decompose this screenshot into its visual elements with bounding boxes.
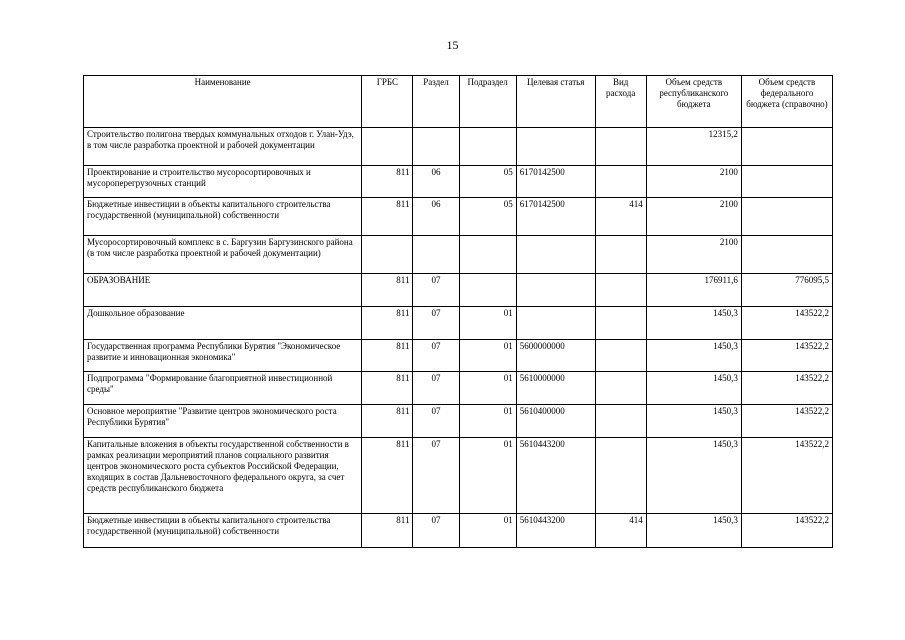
cell-grbs: 811	[362, 405, 413, 438]
cell-target: 5610000000	[516, 372, 595, 405]
cell-razdel: 07	[413, 274, 459, 307]
cell-grbs: 811	[362, 514, 413, 548]
table-row	[84, 274, 833, 307]
cell-fed	[741, 236, 832, 274]
cell-razdel	[413, 236, 459, 274]
cell-grbs: 811	[362, 198, 413, 236]
cell-podrazdel: 01	[459, 340, 516, 372]
cell-razdel: 07	[413, 514, 459, 548]
cell-rep: 1450,3	[646, 514, 741, 548]
cell-target	[516, 307, 595, 340]
cell-fed: 143522,2	[741, 372, 832, 405]
table-row	[84, 166, 833, 198]
cell-rep: 1450,3	[646, 340, 741, 372]
header-razdel: Раздел	[413, 76, 459, 128]
cell-name: Мусоросортировочный комплекс в с. Баргузин Баргузинского района (в том числе разработка проектной и рабочей документации)	[84, 236, 362, 274]
header-rep: Объем средств республиканского бюджета	[646, 76, 741, 128]
header-vid: Вид расхода	[595, 76, 646, 128]
cell-grbs: 811	[362, 274, 413, 307]
cell-fed: 143522,2	[741, 340, 832, 372]
cell-fed	[741, 166, 832, 198]
cell-razdel: 07	[413, 405, 459, 438]
table-row	[84, 405, 833, 438]
cell-razdel: 07	[413, 307, 459, 340]
cell-name: Подпрограмма "Формирование благоприятной инвестиционной среды"	[84, 372, 362, 405]
cell-target: 5610443200	[516, 438, 595, 514]
header-podrazdel: Подраздел	[459, 76, 516, 128]
header-fed: Объем средств федерального бюджета (справочно)	[741, 76, 832, 128]
cell-razdel: 07	[413, 372, 459, 405]
cell-name: Строительство полигона твердых коммунальных отходов г. Улан-Удэ, в том числе разработка проектной и рабочей документации	[84, 128, 362, 166]
cell-target: 6170142500	[516, 198, 595, 236]
cell-podrazdel: 01	[459, 405, 516, 438]
cell-vid	[595, 405, 646, 438]
cell-name: Капитальные вложения в объекты государственной собственности в рамках реализации мероприятий планов социального развития центров экономического роста субъектов Российской Федерации, входящих в состав Дальневосточного федерального округа, за счет средств республиканского бюджета	[84, 438, 362, 514]
cell-rep: 1450,3	[646, 438, 741, 514]
cell-name: Дошкольное образование	[84, 307, 362, 340]
cell-vid	[595, 128, 646, 166]
table-row	[84, 514, 833, 548]
cell-grbs: 811	[362, 340, 413, 372]
cell-fed	[741, 198, 832, 236]
cell-fed: 143522,2	[741, 514, 832, 548]
table-row	[84, 340, 833, 372]
cell-vid	[595, 236, 646, 274]
cell-name: ОБРАЗОВАНИЕ	[84, 274, 362, 307]
cell-razdel: 07	[413, 438, 459, 514]
cell-rep: 2100	[646, 198, 741, 236]
cell-vid	[595, 340, 646, 372]
cell-vid: 414	[595, 514, 646, 548]
table-row	[84, 307, 833, 340]
cell-target	[516, 274, 595, 307]
cell-podrazdel	[459, 236, 516, 274]
cell-fed: 776095,5	[741, 274, 832, 307]
cell-razdel: 07	[413, 340, 459, 372]
cell-podrazdel: 01	[459, 372, 516, 405]
header-grbs: ГРБС	[362, 76, 413, 128]
table-row	[84, 372, 833, 405]
cell-target: 6170142500	[516, 166, 595, 198]
cell-fed: 143522,2	[741, 438, 832, 514]
cell-name: Бюджетные инвестиции в объекты капитального строительства государственной (муниципальной) собственности	[84, 514, 362, 548]
cell-rep: 2100	[646, 166, 741, 198]
cell-podrazdel	[459, 128, 516, 166]
cell-podrazdel: 01	[459, 514, 516, 548]
cell-vid: 414	[595, 198, 646, 236]
table-row	[84, 128, 833, 166]
budget-table	[83, 75, 833, 548]
header-target: Целевая статья	[516, 76, 595, 128]
cell-grbs: 811	[362, 372, 413, 405]
cell-rep: 2100	[646, 236, 741, 274]
cell-razdel: 06	[413, 166, 459, 198]
cell-podrazdel: 01	[459, 438, 516, 514]
cell-target: 5600000000	[516, 340, 595, 372]
cell-razdel	[413, 128, 459, 166]
cell-rep: 1450,3	[646, 307, 741, 340]
cell-grbs: 811	[362, 307, 413, 340]
header-name: Наименование	[84, 76, 362, 128]
cell-target	[516, 128, 595, 166]
cell-grbs	[362, 236, 413, 274]
cell-vid	[595, 307, 646, 340]
cell-fed: 143522,2	[741, 307, 832, 340]
cell-name: Основное мероприятие "Развитие центров экономического роста Республики Бурятия"	[84, 405, 362, 438]
cell-grbs	[362, 128, 413, 166]
table-row	[84, 438, 833, 514]
table-header-row	[84, 76, 833, 128]
cell-vid	[595, 438, 646, 514]
cell-grbs: 811	[362, 438, 413, 514]
cell-vid	[595, 372, 646, 405]
cell-vid	[595, 166, 646, 198]
cell-rep: 1450,3	[646, 372, 741, 405]
cell-grbs: 811	[362, 166, 413, 198]
cell-razdel: 06	[413, 198, 459, 236]
cell-rep: 12315,2	[646, 128, 741, 166]
cell-podrazdel	[459, 274, 516, 307]
page-number: 15	[446, 38, 459, 52]
table-row	[84, 198, 833, 236]
cell-name: Бюджетные инвестиции в объекты капитального строительства государственной (муниципальной) собственности	[84, 198, 362, 236]
cell-target	[516, 236, 595, 274]
cell-rep: 176911,6	[646, 274, 741, 307]
cell-rep: 1450,3	[646, 405, 741, 438]
cell-podrazdel: 05	[459, 198, 516, 236]
cell-podrazdel: 01	[459, 307, 516, 340]
cell-target: 5610443200	[516, 514, 595, 548]
cell-name: Государственная программа Республики Бурятия "Экономическое развитие и инновационная экономика"	[84, 340, 362, 372]
cell-vid	[595, 274, 646, 307]
cell-podrazdel: 05	[459, 166, 516, 198]
cell-name: Проектирование и строительство мусоросортировочных и мусороперегрузочных станций	[84, 166, 362, 198]
table-row	[84, 236, 833, 274]
cell-target: 5610400000	[516, 405, 595, 438]
cell-fed: 143522,2	[741, 405, 832, 438]
cell-fed	[741, 128, 832, 166]
